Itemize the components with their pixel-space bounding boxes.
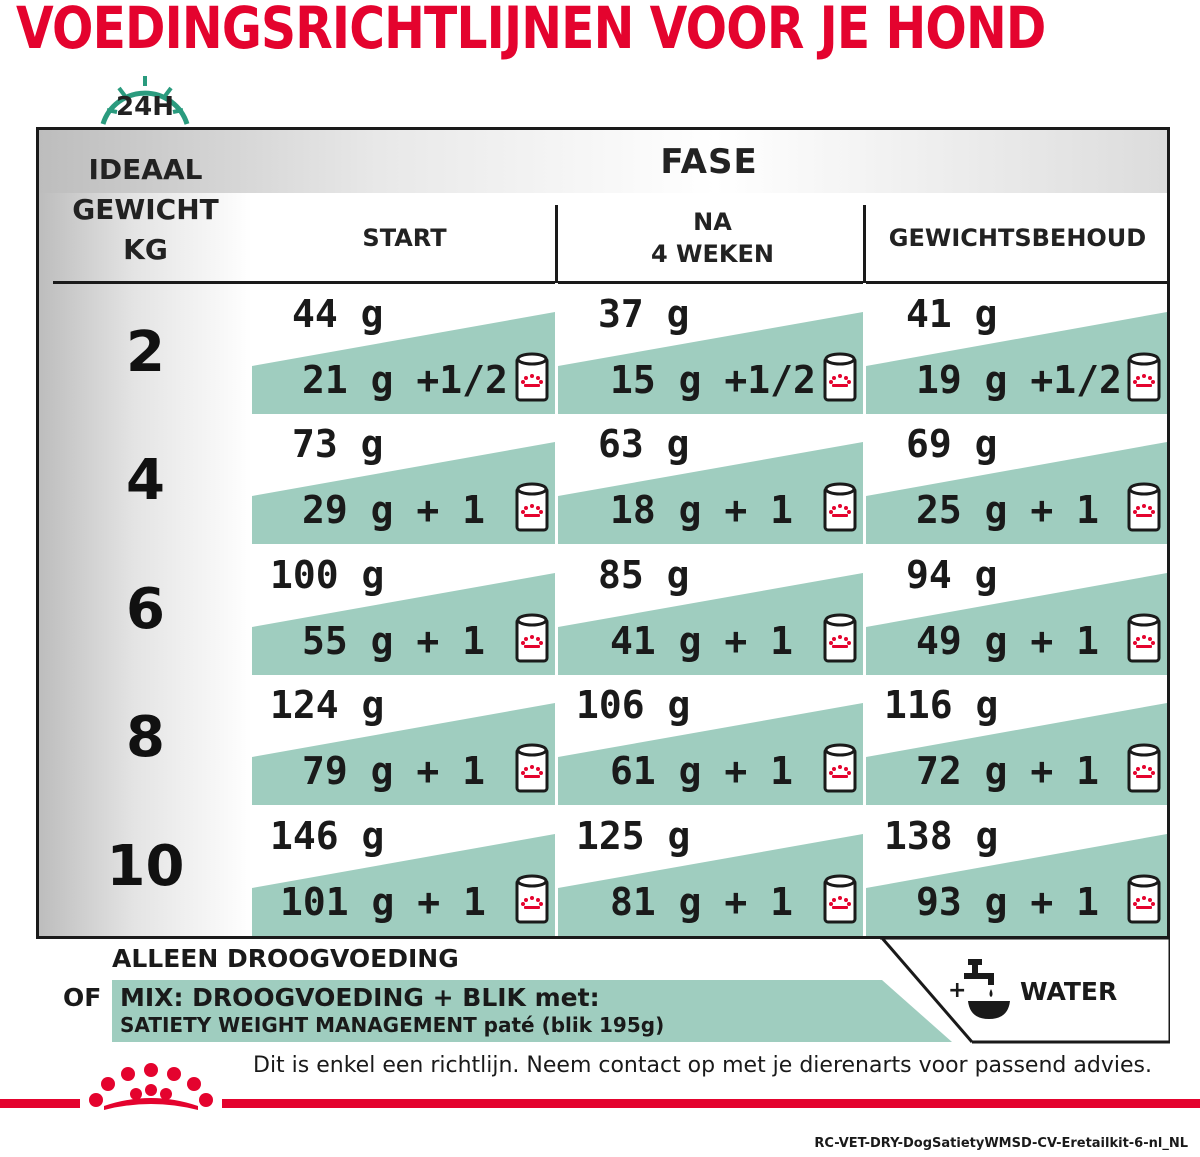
wet-food-can-icon	[515, 874, 549, 926]
page-title: VOEDINGSRICHTLIJNEN VOOR JE HOND	[16, 0, 1046, 62]
phase-header-line: NA	[693, 208, 732, 236]
wet-food-can-icon	[515, 743, 549, 795]
dry-food-amount: 146 g	[270, 813, 385, 858]
dry-food-amount: 106 g	[576, 683, 691, 728]
wet-food-can-icon	[1127, 352, 1161, 404]
disclaimer: Dit is enkel een richtlijn. Neem contact op met je dierenarts voor passend advies.	[253, 1053, 1152, 1078]
legend-or: OF	[63, 983, 102, 1012]
dry-food-amount: 69 g	[906, 422, 998, 467]
wet-food-can-icon	[1127, 874, 1161, 926]
clock-label: 24H	[116, 92, 174, 122]
wet-food-can-icon	[823, 352, 857, 404]
mix-amount: 29 g + 1	[302, 488, 486, 533]
wet-food-can-icon	[1127, 613, 1161, 665]
wet-food-can-icon	[1127, 482, 1161, 534]
dry-food-amount: 124 g	[270, 683, 385, 728]
mix-amount: 79 g + 1	[302, 749, 486, 794]
table-cell	[558, 675, 863, 805]
mix-amount: 93 g + 1	[916, 879, 1100, 924]
wet-food-can-icon	[1127, 743, 1161, 795]
dry-food-amount: 73 g	[292, 422, 384, 467]
mix-amount: 21 g +1/2	[302, 358, 508, 402]
mix-amount: 18 g + 1	[610, 488, 794, 533]
column-divider	[863, 283, 866, 936]
phase-header-start	[252, 193, 557, 283]
phase-header-line: 4 WEKEN	[651, 240, 774, 268]
weight-header-line: IDEAAL	[88, 153, 203, 186]
dry-food-amount: 41 g	[906, 292, 998, 336]
table-cell	[866, 284, 1167, 414]
wet-food-can-icon	[515, 482, 549, 534]
dry-food-amount: 125 g	[576, 813, 691, 858]
wet-food-can-icon	[823, 874, 857, 926]
feeding-table	[36, 127, 1170, 939]
weight-column-header	[39, 150, 252, 270]
table-cell	[252, 284, 555, 414]
table-cell	[558, 284, 863, 414]
legend-water: WATER	[1020, 977, 1118, 1006]
mix-amount: 41 g + 1	[610, 618, 794, 663]
weight-kg: 4	[126, 448, 165, 514]
table-cell	[252, 414, 555, 544]
weight-kg: 10	[106, 833, 185, 899]
wet-food-can-icon	[823, 613, 857, 665]
dry-food-amount: 37 g	[598, 292, 690, 336]
dry-food-amount: 44 g	[292, 292, 384, 336]
dry-food-amount: 100 g	[270, 552, 385, 597]
water-plus: +	[948, 978, 967, 1003]
wet-food-can-icon	[515, 352, 549, 404]
column-divider	[555, 283, 558, 936]
wet-food-can-icon	[515, 613, 549, 665]
weight-header-line: KG	[123, 233, 168, 266]
mix-amount: 15 g +1/2	[610, 358, 816, 402]
phase-divider	[555, 205, 558, 283]
dry-food-amount: 85 g	[598, 552, 690, 597]
table-cell	[558, 414, 863, 544]
mix-amount: 81 g + 1	[610, 879, 794, 924]
mix-amount: 101 g + 1	[280, 879, 486, 924]
document-id: RC-VET-DRY-DogSatietyWMSD-CV-Eretailkit-6-nl_NL	[814, 1136, 1188, 1151]
royal-canin-crown-icon	[86, 1060, 216, 1120]
phase-header-line: START	[362, 224, 447, 252]
footer-red-line	[0, 1099, 80, 1108]
table-cell	[866, 675, 1167, 805]
legend-mix-product: SATIETY WEIGHT MANAGEMENT paté (blik 195g)	[120, 1013, 665, 1037]
table-cell	[866, 414, 1167, 544]
fase-label: FASE	[660, 142, 758, 182]
table-cell	[252, 675, 555, 805]
weight-header-line: GEWICHT	[72, 193, 219, 226]
weight-kg: 6	[126, 576, 165, 642]
mix-amount: 49 g + 1	[916, 618, 1100, 663]
table-cell	[558, 545, 863, 675]
dry-food-amount: 138 g	[884, 813, 999, 858]
phase-header-maintenance	[868, 193, 1167, 283]
table-cell	[558, 806, 863, 936]
wet-food-can-icon	[823, 482, 857, 534]
phase-header-line: GEWICHTSBEHOUD	[888, 224, 1147, 252]
mix-amount: 19 g +1/2	[916, 358, 1122, 402]
dry-food-amount: 116 g	[884, 683, 999, 728]
legend-dry-only: ALLEEN DROOGVOEDING	[112, 944, 459, 973]
mix-amount: 72 g + 1	[916, 749, 1100, 794]
legend-mix-line: MIX: DROOGVOEDING + BLIK met:	[120, 983, 600, 1012]
mix-amount: 25 g + 1	[916, 488, 1100, 533]
phase-divider	[863, 205, 866, 283]
footer-red-line	[222, 1099, 1200, 1108]
table-cell	[866, 545, 1167, 675]
weight-kg: 2	[126, 320, 165, 385]
mix-amount: 55 g + 1	[302, 618, 486, 663]
phase-header-4-weeks	[560, 193, 865, 283]
table-cell	[252, 545, 555, 675]
dry-food-amount: 94 g	[906, 552, 998, 597]
table-cell	[252, 806, 555, 936]
dry-food-amount: 63 g	[598, 422, 690, 467]
table-cell	[866, 806, 1167, 936]
mix-amount: 61 g + 1	[610, 749, 794, 794]
weight-kg: 8	[126, 705, 165, 771]
wet-food-can-icon	[823, 743, 857, 795]
clock-24h-icon	[95, 66, 195, 130]
